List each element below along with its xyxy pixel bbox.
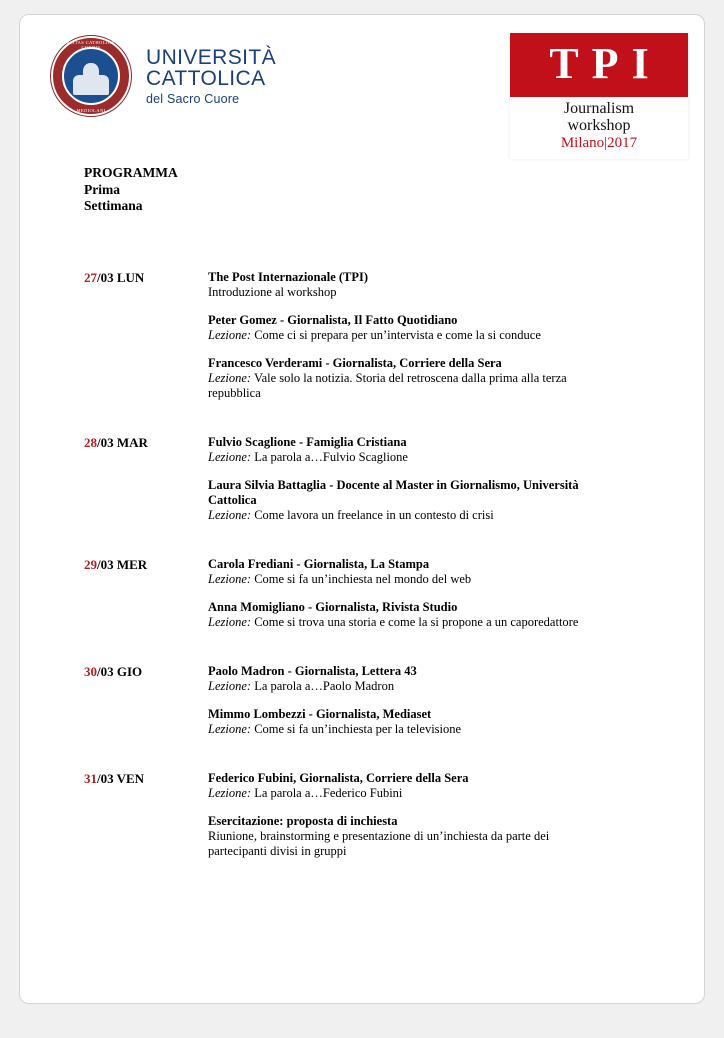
document-page	[19, 14, 705, 1004]
schedule-entry-lesson-label: Lezione:	[208, 679, 252, 693]
schedule-entry-description	[208, 572, 605, 587]
schedule-day-date	[20, 435, 148, 451]
schedule-entry-title: Fulvio Scaglione - Famiglia Cristiana	[208, 435, 407, 449]
schedule-entry-lesson-text: Come si fa un’inchiesta per la televisione	[251, 722, 462, 736]
schedule-entry	[208, 313, 605, 343]
schedule-entry-title: Mimmo Lombezzi - Giornalista, Mediaset	[208, 707, 432, 721]
schedule-day-number: 28	[84, 435, 97, 450]
schedule-entry-description	[208, 829, 605, 859]
tpi-city-year	[510, 134, 688, 152]
schedule-entry-lesson-text: La parola a…Fulvio Scaglione	[251, 450, 408, 464]
schedule-day-date	[20, 664, 145, 680]
schedule-entry	[208, 771, 605, 801]
schedule-day-number: 29	[84, 557, 97, 572]
schedule-entry-lesson-text: Vale solo la notizia. Storia del retroscena dalla prima alla terza repubblica	[208, 371, 567, 400]
schedule-entry-lesson-label: Lezione:	[208, 572, 252, 586]
schedule-day-label: /03 LUN	[97, 270, 145, 285]
schedule-entry-lesson-label: Lezione:	[208, 786, 252, 800]
schedule-day-row	[20, 664, 704, 737]
schedule-entry	[208, 435, 605, 465]
tpi-letter-i: I	[631, 39, 649, 88]
schedule-day-number: 27	[84, 270, 97, 285]
schedule-entry-lesson-label: Lezione:	[208, 371, 252, 385]
tpi-letter-p: P	[591, 39, 619, 88]
schedule-entry	[208, 270, 605, 300]
schedule-entry-lesson-label: Lezione:	[208, 450, 252, 464]
schedule-entry-title: Esercitazione: proposta di inchiesta	[208, 814, 398, 828]
schedule-day-label: /03 MER	[97, 557, 148, 572]
schedule-day-row	[20, 270, 704, 401]
schedule-entry	[208, 600, 605, 630]
schedule-day-label: /03 MAR	[97, 435, 148, 450]
schedule-entry-title: The Post Internazionale (TPI)	[208, 270, 369, 284]
schedule-entry-title: Laura Silvia Battaglia - Docente al Master in Giornalismo, Università Cattolica	[208, 478, 579, 507]
tpi-journalism-label: Journalism	[563, 100, 635, 117]
schedule-entry-title: Paolo Madron - Giornalista, Lettera 43	[208, 664, 417, 678]
schedule-entry-title: Peter Gomez - Giornalista, Il Fatto Quotidiano	[208, 313, 458, 327]
schedule-day-row	[20, 771, 704, 859]
schedule-entry-lesson-label: Lezione:	[208, 328, 252, 342]
tpi-year: 2017	[607, 135, 638, 151]
schedule-entry-description	[208, 450, 605, 465]
schedule-day-row	[20, 557, 704, 630]
page-title	[84, 165, 178, 215]
schedule-entry-lesson-text: Come lavora un freelance in un contesto di crisi	[251, 508, 494, 522]
schedule-entry-lesson-text: Introduzione al workshop	[208, 285, 337, 299]
schedule-entry	[208, 814, 605, 859]
page-title-line2: Prima	[84, 181, 120, 197]
schedule-entry-lesson-label: Lezione:	[208, 615, 252, 629]
schedule-entry-lesson-text: La parola a…Paolo Madron	[251, 679, 395, 693]
tpi-workshop-label: workshop	[567, 117, 631, 134]
schedule-entry-title: Francesco Verderami - Giornalista, Corriere della Sera	[208, 356, 502, 370]
tpi-subtitle	[510, 97, 688, 159]
schedule-day-label: /03 GIO	[97, 664, 143, 679]
schedule-day-number: 31	[84, 771, 97, 786]
schedule-entry-title: Anna Momigliano - Giornalista, Rivista Studio	[208, 600, 458, 614]
schedule-day-date	[20, 557, 148, 573]
schedule-day-entries	[145, 557, 605, 630]
schedule-day-row	[20, 435, 704, 523]
schedule-day-entries	[145, 664, 605, 737]
schedule-entry-description	[208, 679, 605, 694]
schedule-day-entries	[145, 771, 605, 859]
document-header	[20, 15, 704, 151]
schedule-day-date	[20, 270, 145, 286]
tpi-city: Milano	[560, 135, 605, 151]
tpi-letter-t: T	[549, 39, 579, 88]
schedule-entry-lesson-label: Lezione:	[208, 508, 252, 522]
schedule-entry-lesson-text: Come si fa un’inchiesta nel mondo del web	[251, 572, 472, 586]
schedule-entry-description	[208, 615, 605, 630]
schedule-entry-title: Carola Frediani - Giornalista, La Stampa	[208, 557, 430, 571]
schedule-day-entries	[145, 270, 605, 401]
schedule-entry-title: Federico Fubini, Giornalista, Corriere della Sera	[208, 771, 469, 785]
schedule-entry-description	[208, 371, 605, 401]
schedule-entry-description	[208, 285, 605, 300]
seal-text-bottom: MEDIOLANI	[76, 107, 106, 113]
schedule-day-entries	[145, 435, 605, 523]
schedule-entry-lesson-text: Come ci si prepara per un’intervista e come la si conduce	[251, 328, 541, 342]
schedule-day-number: 30	[84, 664, 97, 679]
tpi-letters	[510, 33, 688, 97]
schedule-entry	[208, 356, 605, 401]
schedule-entry-description	[208, 722, 605, 737]
seal-text-top: UNIVERSITAS CATHOLICA SACRI CORDIS	[50, 39, 132, 50]
schedule-entry	[208, 664, 605, 694]
schedule-entry-lesson-label: Lezione:	[208, 722, 252, 736]
schedule-entry-lesson-text: La parola a…Federico Fubini	[251, 786, 403, 800]
schedule-entry-description	[208, 508, 605, 523]
schedule-day-date	[20, 771, 145, 787]
schedule-list	[20, 270, 704, 893]
universita-cattolica-logo	[50, 35, 276, 117]
university-name-line3: del Sacro Cuore	[146, 92, 240, 106]
page-title-line3: Settimana	[84, 198, 143, 213]
tpi-separator: |	[604, 135, 608, 151]
schedule-entry	[208, 478, 605, 523]
schedule-entry	[208, 557, 605, 587]
schedule-entry-description	[208, 328, 605, 343]
university-name-line2: CATTOLICA	[146, 67, 266, 90]
schedule-entry-lesson-text: Come si trova una storia e come la si propone a un caporedattore	[251, 615, 579, 629]
university-wordmark	[146, 35, 276, 107]
university-seal-icon	[50, 35, 132, 117]
schedule-day-label: /03 VEN	[97, 771, 145, 786]
tpi-logo	[510, 33, 688, 159]
page-title-line1: PROGRAMMA	[84, 165, 178, 180]
schedule-entry	[208, 707, 605, 737]
university-name-line1: UNIVERSITÀ	[146, 46, 277, 69]
schedule-entry-description	[208, 786, 605, 801]
schedule-entry-lesson-text: Riunione, brainstorming e presentazione di un’inchiesta da parte dei partecipanti divisi in gruppi	[208, 829, 550, 858]
